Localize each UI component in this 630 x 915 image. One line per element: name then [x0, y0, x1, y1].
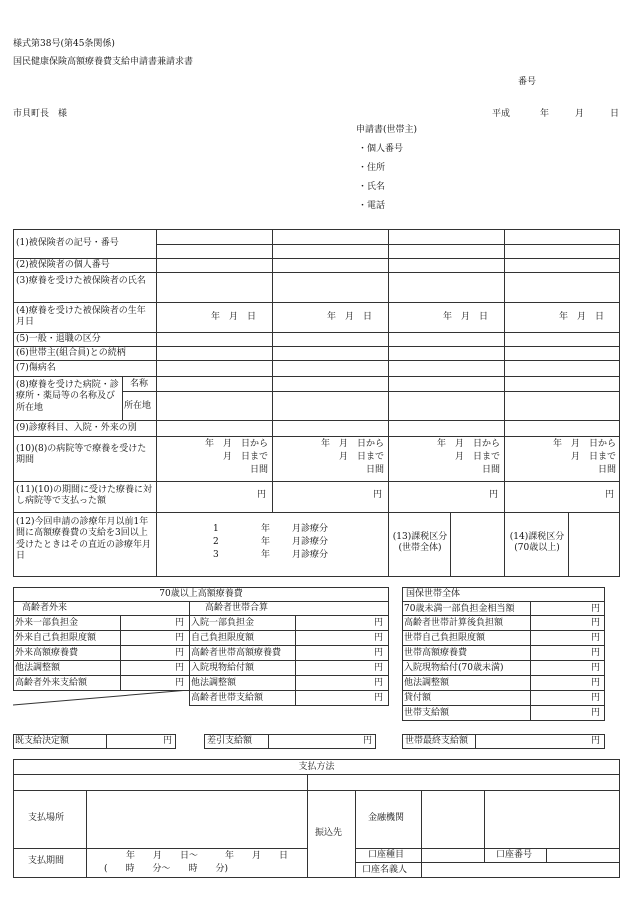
household-item-7: 貸付額	[404, 693, 432, 703]
tax-category-70: (14)課税区分(70歳以上)	[509, 532, 565, 554]
form-title: 国民健康保険高額療養費支給申請書兼請求書	[13, 57, 194, 67]
hh-yen-5[interactable]: 円	[373, 678, 383, 688]
history-3-no: 3	[213, 550, 219, 560]
hh-yen-2[interactable]: 円	[373, 633, 383, 643]
date-month: 月	[575, 109, 585, 119]
row-relationship: (6)世帯主(組合員)との続柄	[16, 348, 126, 358]
final-label: 世帯最終支給額	[405, 736, 469, 746]
history-1-month[interactable]: 月診療分	[292, 524, 329, 534]
account-number-label: 口座番号	[496, 850, 533, 860]
payment-period-time[interactable]: ( 時 分〜 時 分)	[104, 864, 229, 874]
hh-item-3: 高齢者世帯高額療養費	[191, 648, 282, 658]
date-era: 平成	[492, 109, 511, 119]
period-from-4[interactable]: 年 月 日から	[552, 439, 616, 449]
payment-period-label: 支払期間	[28, 856, 65, 866]
addressee: 市貝町長 様	[13, 109, 68, 119]
row-treatment-period: (10)(8)の病院等で療養を受けた期間	[16, 444, 147, 466]
out-yen-1[interactable]: 円	[174, 618, 184, 628]
birth-date-3[interactable]: 年 月 日	[442, 312, 488, 322]
tax-category-household: (13)課税区分(世帯全体)	[392, 532, 448, 554]
history-3-year[interactable]: 年	[261, 550, 271, 560]
hh-yen-1[interactable]: 円	[373, 618, 383, 628]
history-3-month[interactable]: 月診療分	[292, 550, 329, 560]
paid-yen[interactable]: 円	[162, 736, 172, 746]
row-insured-id-number: (2)被保険者の個人番号	[16, 260, 110, 270]
date-day: 日	[610, 109, 620, 119]
household-item-8: 世帯支給額	[404, 708, 450, 718]
elderly-title: 70歳以上高額療養費	[159, 589, 243, 599]
history-2-month[interactable]: 月診療分	[292, 537, 329, 547]
history-2-year[interactable]: 年	[261, 537, 271, 547]
row-amount-paid: (11)(10)の期間に受けた療養に対し病院等で支払った額	[16, 485, 152, 507]
hh-yen-4[interactable]: 円	[373, 663, 383, 673]
form-code: 様式第38号(第45条関係)	[13, 39, 115, 49]
row-department: (9)診療科目、入院・外来の別	[16, 423, 137, 433]
payment-title: 支払方法	[298, 762, 335, 772]
period-days-4[interactable]: 日間	[597, 465, 616, 475]
period-from-3[interactable]: 年 月 日から	[436, 439, 500, 449]
household-item-2: 高齢者世帯計算後負担額	[404, 618, 504, 628]
applicant-name[interactable]: ・氏名	[358, 182, 386, 192]
account-type-label: 口座種目	[368, 850, 405, 860]
period-days-3[interactable]: 日間	[481, 465, 500, 475]
history-1-no: 1	[213, 524, 219, 534]
row-hospital-name: 名称	[130, 379, 149, 389]
out-item-2: 外来自己負担限度額	[15, 633, 97, 643]
out-item-4: 他法調整額	[15, 663, 61, 673]
applicant-label: 申請書(世帯主)	[356, 125, 418, 135]
period-to-1[interactable]: 月 日まで	[222, 452, 268, 462]
out-item-5: 高齢者外来支給額	[15, 678, 88, 688]
household-title: 国保世帯全体	[406, 589, 461, 599]
row-category: (5)一般・退職の区分	[16, 334, 101, 344]
amount-yen-2[interactable]: 円	[372, 490, 382, 500]
period-days-2[interactable]: 日間	[365, 465, 384, 475]
diff-label: 差引支給額	[207, 736, 253, 746]
household-item-1: 70歳未満一部負担金相当額	[404, 604, 515, 614]
amount-yen-1[interactable]: 円	[256, 490, 266, 500]
payment-place-label: 支払場所	[28, 813, 65, 823]
row-history: (12)今回申請の診療年月以前1年間に高額療養費の支給を3回以上受けたときはその直近の診療年月日	[16, 517, 152, 561]
row-insured-number: (1)被保険者の記号・番号	[16, 238, 119, 248]
birth-date-2[interactable]: 年 月 日	[326, 312, 372, 322]
elderly-household-title: 高齢者世帯合算	[205, 603, 269, 613]
birth-date-1[interactable]: 年 月 日	[210, 312, 256, 322]
history-2-no: 2	[213, 537, 219, 547]
birth-date-4[interactable]: 年 月 日	[558, 312, 604, 322]
payment-period-date[interactable]: 年 月 日〜 年 月 日	[126, 851, 289, 861]
account-holder-label: 口座名義人	[362, 865, 408, 875]
row-hospital-address: 所在地	[124, 401, 152, 411]
period-from-2[interactable]: 年 月 日から	[320, 439, 384, 449]
history-1-year[interactable]: 年	[261, 524, 271, 534]
hh-yen-6[interactable]: 円	[373, 693, 383, 703]
household-yen-3[interactable]: 円	[590, 633, 600, 643]
period-from-1[interactable]: 年 月 日から	[204, 439, 268, 449]
amount-yen-4[interactable]: 円	[604, 490, 614, 500]
applicant-address[interactable]: ・住所	[358, 163, 386, 173]
household-yen-2[interactable]: 円	[590, 618, 600, 628]
period-to-2[interactable]: 月 日まで	[338, 452, 384, 462]
out-yen-2[interactable]: 円	[174, 633, 184, 643]
diff-yen[interactable]: 円	[362, 736, 372, 746]
hh-yen-3[interactable]: 円	[373, 648, 383, 658]
household-yen-7[interactable]: 円	[590, 693, 600, 703]
bank-label: 金融機関	[368, 813, 405, 823]
out-item-1: 外来一部負担金	[15, 618, 79, 628]
period-to-3[interactable]: 月 日まで	[454, 452, 500, 462]
final-yen[interactable]: 円	[590, 736, 600, 746]
hh-item-6: 高齢者世帯支給額	[191, 693, 264, 703]
hh-item-2: 自己負担限度額	[191, 633, 255, 643]
household-item-6: 他法調整額	[404, 678, 450, 688]
household-yen-8[interactable]: 円	[590, 708, 600, 718]
row-hospital: (8)療養を受けた病院・診療所・薬局等の名称及び所在地	[16, 380, 119, 413]
applicant-phone[interactable]: ・電話	[358, 201, 386, 211]
hh-item-4: 入院現物給付額	[191, 663, 255, 673]
household-yen-5[interactable]: 円	[590, 663, 600, 673]
out-yen-5[interactable]: 円	[174, 678, 184, 688]
hh-item-1: 入院一部負担金	[191, 618, 255, 628]
hh-item-5: 他法調整額	[191, 678, 237, 688]
elderly-outpatient-title: 高齢者外来	[22, 603, 68, 613]
transfer-label: 振込先	[315, 828, 343, 838]
household-item-5: 入院現物給付(70歳未満)	[404, 663, 504, 673]
out-yen-4[interactable]: 円	[174, 663, 184, 673]
paid-label: 既支給決定額	[15, 736, 70, 746]
period-days-1[interactable]: 日間	[249, 465, 268, 475]
applicant-id-number[interactable]: ・個人番号	[358, 144, 404, 154]
amount-yen-3[interactable]: 円	[488, 490, 498, 500]
household-yen-1[interactable]: 円	[590, 604, 600, 614]
row-patient-birthdate: (4)療養を受けた被保険者の生年月日	[16, 306, 146, 328]
row-disease: (7)傷病名	[16, 363, 56, 373]
household-yen-4[interactable]: 円	[590, 648, 600, 658]
out-yen-3[interactable]: 円	[174, 648, 184, 658]
period-to-4[interactable]: 月 日まで	[570, 452, 616, 462]
date-year: 年	[540, 109, 550, 119]
diagonal-strike	[13, 690, 190, 706]
household-item-3: 世帯自己負担限度額	[404, 633, 486, 643]
household-yen-6[interactable]: 円	[590, 678, 600, 688]
out-item-3: 外来高額療養費	[15, 648, 79, 658]
row-patient-name: (3)療養を受けた被保険者の氏名	[16, 276, 146, 286]
number-label: 番号	[518, 77, 537, 87]
household-item-4: 世帯高額療養費	[404, 648, 468, 658]
